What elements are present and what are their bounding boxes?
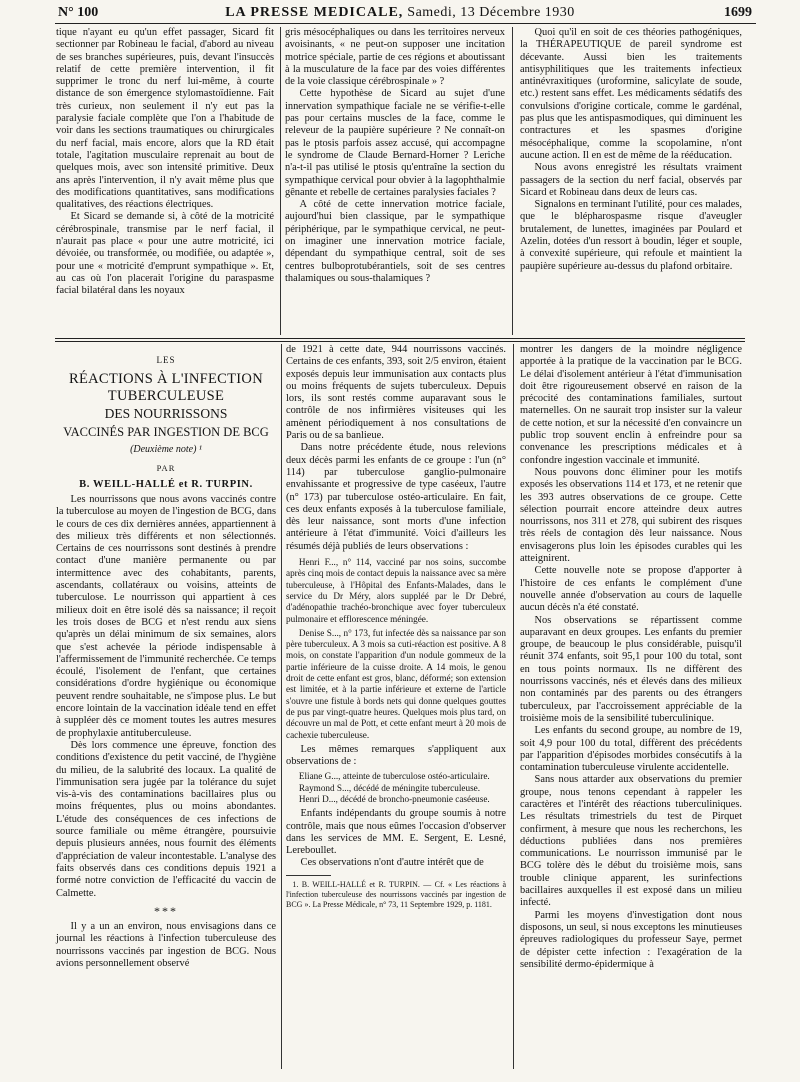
article-title: RÉACTIONS À L'INFECTION TUBERCULEUSE [69,371,263,404]
column-divider [281,344,282,1069]
paragraph: Enfants indépendants du groupe soumis à notre contrôle, mais que nous eûmes l'occasion d'observer dans les services de MM. E. Sergent, E. Lesné, Lereboullet. [286,808,506,857]
paragraph: Signalons en terminant l'utilité, pour ces malades, que le blépharospasme risque d'aveugler brutalement, de lunettes, imaginées par Poulard et Azelin, dotées d'un ressort à boudin, léger et souple, à convexité supérieure, qui refoule et maintient la paupière supérieure au-dessus du plafond orbitaire. [520,199,742,272]
issue-number: N° 100 [58,5,99,20]
article-column-2 [286,344,506,910]
section-rule [55,338,745,339]
paragraph: de 1921 à cette date, 944 nourrissons vaccinés. Certains de ces enfants, 393, soit 2/5 environ, étaient exposés depuis leur immunisation aux contacts plus ou moins fréquents de sujets tuberculeux. Depuis lors, ils sont restés comme auparavant sous le contrôle de nos infirmières visiteuses qui les amènent périodiquement à nos consultations de Paris ou de sa banlieue. [286,344,506,442]
paragraph: Cette nouvelle note se propose d'apporter à l'histoire de ces enfants le complément d'une nouvelle année d'observation au cours de laquelle aucun décès n'a été constaté. [520,565,742,614]
paragraph: Les nourrissons que nous avons vaccinés contre la tuberculose au moyen de l'ingestion de BCG, dans le cours de ces dix dernières années, appartiennent à des milieux très différents et non sélectionnés. Certains de ces nourrissons sont destinés à prendre contact d'une manière permanente ou par intermittence avec des cohabitants, parents, ascendants, collatéraux ou voisins, atteints de tuberculose. Le nourrisson qui appartient à ces milieux doit en être isolé dès sa naissance; il reçoit les trois doses de BCG et n'est rendu aux siens qu'après un délai minimum de six semaines, alors que s'est achevée la période indispensable à l'affermissement de l'immunité recherchée. Ce temps écoulé, l'isolement de l'enfant, que certaines considérations d'ordre hygiénique ou économique peuvent rendre souhaitable, ne s'impose plus. Le but encore lointain de la vaccination idéale tend en effet à suppléer dès ce moment toutes les autres mesures de prophylaxie antituberculeuse. [56,494,276,739]
footnote: 1. B. WEILL-HALLÉ et R. TURPIN. — Cf. « Les réactions à l'infection tuberculeuse des nourrissons vaccinés par ingestion de BCG ». La Presse Médicale, n° 73, 11 Septembre 1929, p. 1181. [286,879,506,909]
section-stars: *** [154,903,178,918]
byline-par: PAR [156,463,176,473]
column-divider [512,27,513,335]
list-item: Eliane G..., atteinte de tuberculose ostéo-articulaire. [298,771,490,782]
header-rule [55,23,756,24]
paragraph: Il y a un an environ, nous envisagions dans ce journal les réactions à l'infection tuberculeuse des nourrissons vaccinés par ingestion de BCG. Nous avions personnellement observé [56,921,276,969]
paragraph: montrer les dangers de la moindre négligence apportée à la pratique de la vaccination par le BCG. Le délai d'isolement antérieur à l'état d'immunisation doit être rigoureusement observé en raison de la précocité des contaminations familiales, surtout maternelles. On ne saurait trop insister sur la valeur de cette notion, et sur la nécessité d'en convaincre un public trop souvent enclin à enfreindre pour sa convenance les prescriptions médicales et à confondre ingestion vaccinale et immunité. [520,344,742,466]
column-divider [280,27,281,335]
issue-date: Samedi, 13 Décembre 1930 [407,5,575,20]
paragraph: Ces observations n'ont d'autre intérêt que de [300,857,484,869]
article-kicker: LES [156,355,176,365]
paragraph: gris mésocéphaliques ou dans les territoires nerveux avoisinants, « ne peut-on supposer une incitation motrice spéciale, partie de ces régions et aboutissant à la musculature de la face par des voies différentes de la voie classique cérébrospinale » ? [285,27,505,88]
paragraph: Nous pouvons donc éliminer pour les motifs exposés les observations 114 et 173, et ne retenir que les 393 autres observations de ce groupe. Cette sélection pourrait encore atteindre deux autres nourrissons, nos 311 et 278, qui subirent des risques très réels de contagion dès leur naissance. Nous envisagerons plus loin les épisodes curables qui les atteignirent. [520,466,742,565]
top-column-3 [520,27,742,273]
article-authors: B. WEILL-HALLÉ et R. TURPIN. [79,479,253,490]
list-item: Henri D..., décédé de broncho-pneumonie caséeuse. [298,793,490,804]
paragraph: Les enfants du second groupe, au nombre de 19, soit 4,9 pour 100 du total, diffèrent des précédents par l'apparition d'épisodes morbides consécutifs à la contamination tuberculeuse virulente accidentelle. [520,725,742,774]
article-column-3 [520,344,742,971]
paragraph: tique n'ayant eu qu'un effet passager, Sicard fit sectionner par Robineau le facial, d'abord au niveau de ses branches supérieures, puis, devant l'insuccès relatif de cette première intervention, il fit supprimer le tronc du nerf lui-même, à courte distance de son émergence stylomastoïdienne. Fait très curieux, non seulement il n'y eut pas la paralysie faciale complète que l'on a l'habitude de voir dans les sections traumatiques ou chirurgicales du nerf facial, mais encore, alors que la RD était totale, l'agitation musculaire reprenait au bout de quelques mois, avec son intensité primitive. Deux ans après l'intervention, il n'y avait même plus que des modifications quantitatives, sans modifications qualitatives, des réactions électriques. [56,27,274,211]
article-heading [56,355,276,490]
article-subtitle: VACCINÉS PAR INGESTION DE BCG [63,425,269,439]
paragraph: Dès lors commence une épreuve, fonction des conditions d'existence du petit vacciné, de l'hygiène du milieu, de la salubrité des locaux. La qualité de l'immunisation sera jugée par la tolérance du sujet vis-à-vis des contaminations bacillaires plus ou moins fréquentes, plus ou moins abondantes. L'étude des conséquences de ces infections de source familiale ou même étrangère, poursuivie depuis plusieurs années, nous fournit des éléments d'appréciation de valeur incontestable. L'analyse des faits observés dans ces conditions depuis 1921 a formé notre conviction de l'efficacité du vaccin de Calmette. [56,739,276,899]
paragraph: Parmi les moyens d'investigation dont nous disposons, un seul, si nous exceptons les minutieuses épreuves radiologiques du professeur Saye, permet de dépister cette infection : l'exagération de la sensibilité dermo-épidermique à [520,909,742,970]
paragraph: Sans nous attarder aux observations du premier groupe, nous tenons cependant à rappeler les caractères et l'intérêt des réactions tuberculiniques. Les résultats trimestriels du test de Pirquet confirment, à mesure que nous les recherchons, les déductions publiées dans nos premières communications. Le nourrisson immunisé par le BCG tolère dès le début du troisième mois, sans trouble clinique apparent, les surinfections bacillaires auxquelles il est exposé dans un milieu infecté. [520,774,742,909]
paragraph: Quoi qu'il en soit de ces théories pathogéniques, la THÉRAPEUTIQUE de pareil syndrome est décevante. Aussi bien les traitements antisyphilitiques que les traitements infectieux antinévraxitiques (uroformine, salicylate de soude, etc.) restent sans effet. Les médicaments sédatifs des convulsions d'origine corticale, comme le gardénal, pas plus que les antispasmodiques, qui diminuent les contractures et les spasmes d'origine mésocéphalique, comme la scopolamine, n'ont aucune action. Il en est de même de la rééducation. [520,27,742,161]
column-divider [513,344,514,1069]
footnote-rule [286,875,331,876]
paragraph: Cette hypothèse de Sicard au sujet d'une innervation sympathique faciale ne se vérifie-t-elle pas pour certains muscles de la face, comme le releveur de la paupière supérieure ? Ne connaît-on pas le ptosis parfois assez accusé, qui accompagne le syndrome de Claude Bernard-Horner ? Leriche n'a-t-il pas utilisé le ptosis qu'entraîne la section du sympathique cervical pour obvier à la lagophthalmie gênante et rebelle de certaines paralysies faciales ? [285,88,505,198]
paragraph: A côté de cette innervation motrice faciale, aujourd'hui bien classique, par le sympathique périphérique, par le sympathique cervical, ne peut-on imaginer une innervation motrice faciale, dépendant du sympathique central, soit de ses centres bulboprotubérantiels, soit de ses centres thalamiques ou sous-thalamiques ? [285,199,505,284]
paragraph: Nous avons enregistré les résultats vraiment passagers de la section du nerf facial, observés par Sicard et Robineau dans deux de leurs cas. [520,162,742,198]
article-title-line-2: DES NOURRISSONS [104,406,228,421]
page-number: 1699 [724,5,752,20]
article-column-1 [56,494,276,970]
journal-header [0,5,800,21]
page-header [0,2,800,24]
list-item: Raymond S..., décédé de méningite tuberculeuse. [298,782,481,793]
paragraph: Et Sicard se demande si, à côté de la motricité cérébrospinale, transmise par le nerf facial, il n'aurait pas place « pour une autre motricité, ici dévoiée, ou transformée, ou modifiée, ou adaptée », pour une « motricité d'emprunt sympathique ». Et, au cas où l'on placerait l'origine du paraspasme facial bilatéral dans les noyaux [56,211,274,297]
case-summaries [286,557,506,741]
paragraph: Les mêmes remarques s'appliquent aux observations de : [286,743,506,768]
section-rule [55,341,745,342]
case-list [286,771,506,805]
case-summary: Denise S..., n° 173, fut infectée dès sa naissance par son père tuberculeux. A 3 mois sa cuti-réaction est positive. A 8 mois, on constate l'apparition d'un nodule gommeux de la partie inférieure de la cuisse droite. A 14 mois, le genou droit de cette enfant est gros, blanc, déformé; son extension est limitée, et à la partie inférieure et externe de l'article s'ouvre une fistule à bords nets qui donne quelques gouttes de pus par vingt-quatre heures. Quelques mois plus tard, on découvre un mal de Pott, et cette enfant meurt à 20 mois de cachexie tuberculeuse. [286,627,506,740]
paragraph: Nos observations se répartissent comme auparavant en deux groupes. Les enfants du premier groupe, de beaucoup le plus considérable, puisqu'il réunit 374 enfants, soit 95,1 pour 100 du total, sont en tous points normaux. Ils ne diffèrent des nourrissons vaccinés, nés et élevés dans des milieux non contaminés par des parents ou des étrangers tuberculeux, par l'accroissement appréciable de la troisième mois de la sensibilité tuberculinique. [520,614,742,724]
top-column-2 [285,27,505,285]
article-note: (Deuxième note) ¹ [130,444,202,455]
journal-title: LA PRESSE MEDICALE, [225,5,404,20]
top-column-1 [56,27,274,298]
case-summary: Henri F..., n° 114, vacciné par nos soins, succombe après cinq mois de contact depuis la naissance avec sa mère tuberculeuse, à l'Hôpital des Enfants-Malades, dans le service du Dr Méry, alors suppléé par le Dr Debré, d'adénopathie trachéo-bronchique avec foyer tuberculeux pulmonaire et efflorescence méningée. [286,557,506,624]
paragraph: Dans notre précédente étude, nous relevions deux décès parmi les enfants de ce groupe : l'un (n° 114) par tuberculose ganglio-pulmonaire envahissante et progressive de type caséeux, l'autre (n° 173) par tuberculose ostéo-articulaire. En fait, ces deux enfants exposés à la tuberculose familiale, dès leur naissance, sont morts d'une infection antérieure à l'état d'immunité. Voici d'ailleurs les résumés déjà publiés de leurs observations : [286,442,506,552]
